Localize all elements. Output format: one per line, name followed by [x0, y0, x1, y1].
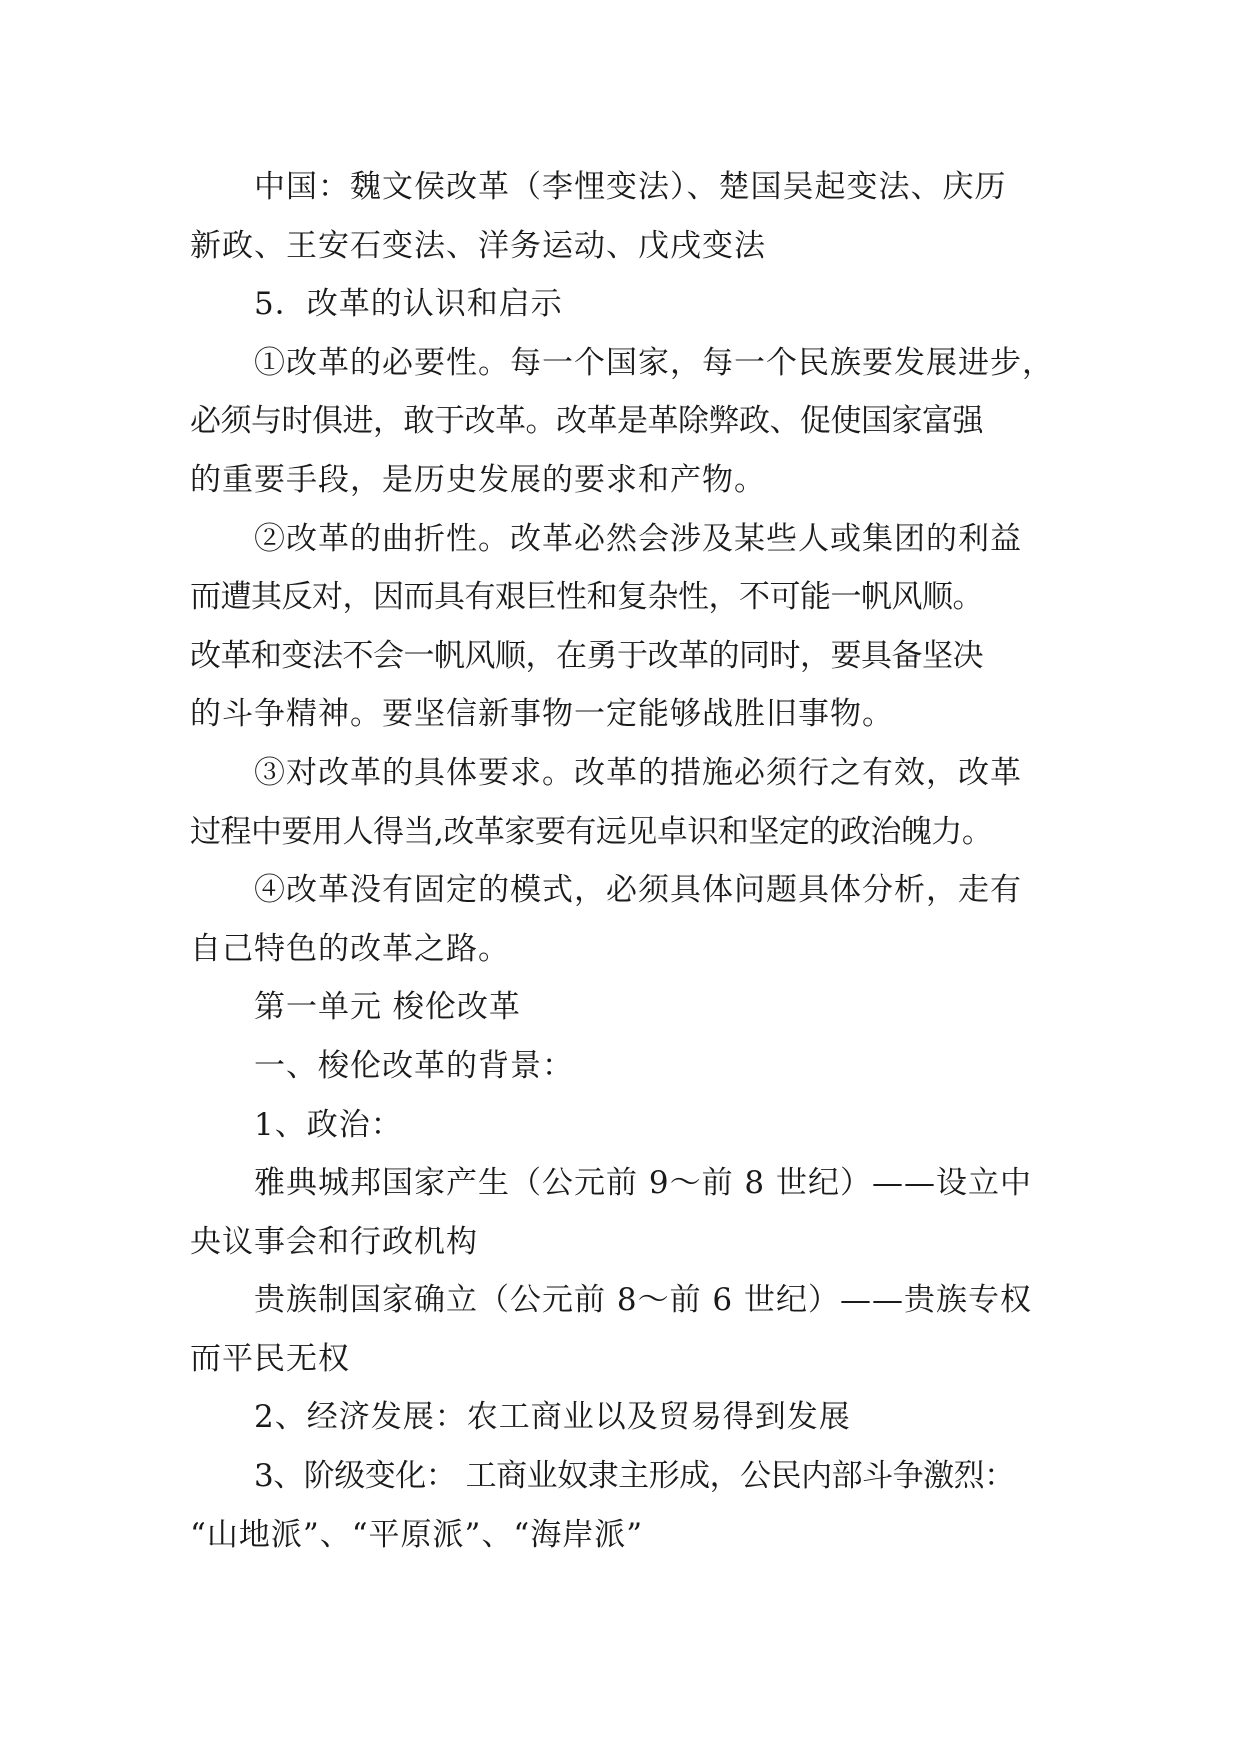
text-line: 贵族制国家确立（公元前 8～前 6 世纪）——贵族专权: [254, 1282, 1033, 1319]
text-line: 的斗争精神。要坚信新事物一定能够战胜旧事物。: [190, 696, 894, 733]
text-line: 而遭其反对，因而具有艰巨性和复杂性，不可能一帆风顺。: [190, 579, 983, 616]
unit-heading: 第一单元 梭伦改革: [254, 989, 521, 1026]
text-line: ④改革没有固定的模式，必须具体问题具体分析，走有: [254, 872, 1022, 909]
text-line: 而平民无权: [190, 1340, 350, 1377]
section-heading: 一、梭伦改革的背景：: [254, 1047, 574, 1084]
document-body: [190, 158, 1052, 1564]
text-line: 必须与时俱进，敢于改革。改革是革除弊政、促使国家富强: [190, 403, 983, 440]
text-line: “山地派”、“平原派”、“海岸派”: [190, 1516, 644, 1553]
text-line: 新政、王安石变法、洋务运动、戊戌变法: [190, 227, 766, 264]
text-line: ①改革的必要性。每一个国家，每一个民族要发展进步，: [254, 344, 1054, 381]
text-line: 央议事会和行政机构: [190, 1223, 478, 1260]
text-line: 雅典城邦国家产生（公元前 9～前 8 世纪）——设立中: [254, 1165, 1033, 1202]
subsection-heading: 3、阶级变化： 工商业奴隶主形成，公民内部斗争激烈：: [254, 1458, 1015, 1495]
text-line: ②改革的曲折性。改革必然会涉及某些人或集团的利益: [254, 520, 1022, 557]
text-line: 中国：魏文侯改革（李悝变法）、楚国吴起变法、庆历: [254, 169, 1007, 205]
text-line: 的重要手段，是历史发展的要求和产物。: [190, 461, 766, 498]
text-line: ③对改革的具体要求。改革的措施必须行之有效，改革: [254, 754, 1022, 791]
section-heading: 5．改革的认识和启示: [254, 286, 563, 323]
subsection-heading: 1、政治：: [254, 1106, 403, 1143]
text-line: 过程中要用人得当,改革家要有远见卓识和坚定的政治魄力。: [190, 813, 993, 850]
text-line: 自己特色的改革之路。: [190, 930, 510, 967]
subsection-heading: 2、经济发展：农工商业以及贸易得到发展: [254, 1399, 851, 1436]
text-line: 改革和变法不会一帆风顺，在勇于改革的同时，要具备坚决: [190, 637, 983, 674]
